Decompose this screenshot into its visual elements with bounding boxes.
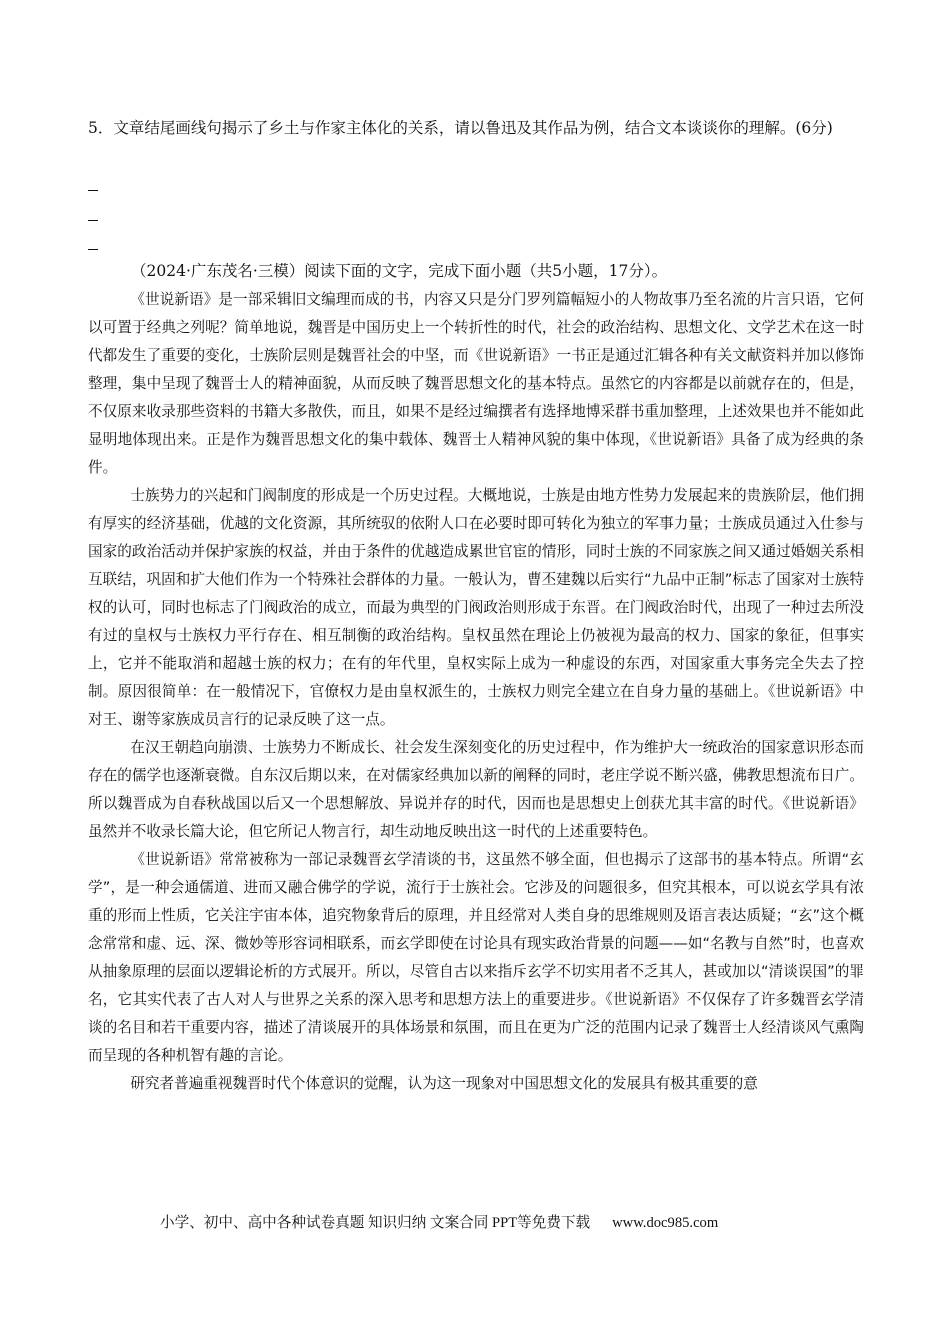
passage-paragraph: 在汉王朝趋向崩溃、士族势力不断成长、社会发生深刻变化的历史过程中，作为维护大一统政治的国家意识形态而存在的儒学也逐渐衰微。自东汉后期以来，在对儒家经典加以新的阐释的同时，老庄学说不断兴盛，佛教思想流布日广。所以魏晋成为自春秋战国以后又一个思想解放、异说并存的时代，因而也是思想史上创获尤其丰富的时代。《世说新语》虽然并不收录长篇大论，但它所记人物言行，却生动地反映出这一时代的上述重要特色。 <box>88 739 864 840</box>
reading-passage <box>88 286 864 1098</box>
passage-paragraph: 研究者普遍重视魏晋时代个体意识的觉醒，认为这一现象对中国思想文化的发展具有极其重要的意 <box>130 1075 758 1092</box>
passage-paragraph: 《世说新语》是一部采辑旧文编理而成的书，内容又只是分门罗列篇幅短小的人物故事乃至名流的片言只语，它何以可置于经典之列呢？简单地说，魏晋是中国历史上一个转折性的时代，社会的政治结构、思想文化、文学艺术在这一时代都发生了重要的变化，士族阶层则是魏晋社会的中坚，而《世说新语》一书正是通过汇辑各种有关文献资料并加以修饰整理，集中呈现了魏晋士人的精神面貌，从而反映了魏晋思想文化的基本特点。虽然它的内容都是以前就存在的，但是，不仅原来收录那些资料的书籍大多散佚，而且，如果不是经过编撰者有选择地博采群书重加整理，上述效果也并不能如此显明地体现出来。正是作为魏晋思想文化的集中载体、魏晋士人精神风貌的集中体现，《世说新语》具备了成为经典的条件。 <box>88 291 864 476</box>
page-footer <box>160 1212 860 1234</box>
answer-blank-line <box>88 220 98 221</box>
answer-blank-line <box>88 249 98 250</box>
footer-text: 小学、初中、高中各种试卷真题 知识归纳 文案合同 PPT等免费下载 <box>160 1215 591 1231</box>
passage-paragraph: 《世说新语》常常被称为一部记录魏晋玄学清谈的书，这虽然不够全面，但也揭示了这部书的基本特点。所谓“玄学”，是一种会通儒道、进而又融合佛学的学说，流行于士族社会。它涉及的问题很多，但究其根本，可以说玄学具有浓重的形而上性质，它关注宇宙本体，追究物象背后的原理，并且经常对人类自身的思维规则及语言表达质疑；“玄”这个概念常常和虚、远、深、微妙等形容词相联系，而玄学即使在讨论具有现实政治背景的问题——如“名教与自然”时，也喜欢从抽象原理的层面以逻辑论析的方式展开。所以，尽管自古以来指斥玄学不切实用者不乏其人，甚或加以“清谈误国”的罪名，它其实代表了古人对人与世界之关系的深入思考和思想方法上的重要进步。《世说新语》不仅保存了许多魏晋玄学清谈的名目和若干重要内容，描述了清谈展开的具体场景和氛围，而且在更为广泛的范围内记录了魏晋士人经清谈风气熏陶而呈现的各种机智有趣的言论。 <box>88 851 864 1064</box>
answer-blank-line <box>88 190 98 191</box>
footer-url[interactable]: www.doc985.com <box>612 1215 719 1231</box>
reading-intro: （2024·广东茂名·三模）阅读下面的文字，完成下面小题（共5小题，17分）。 <box>131 262 668 280</box>
question-5: 5．文章结尾画线句揭示了乡土与作家主体化的关系，请以鲁迅及其作品为例，结合文本谈谈你的理解。(6分) <box>88 119 833 137</box>
passage-paragraph: 士族势力的兴起和门阀制度的形成是一个历史过程。大概地说，士族是由地方性势力发展起来的贵族阶层，他们拥有厚实的经济基础，优越的文化资源，其所统驭的依附人口在必要时即可转化为独立的军事力量；士族成员通过入仕参与国家的政治活动并保护家族的权益，并由于条件的优越造成累世官宦的情形，同时士族的不同家族之间又通过婚姻关系相互联结，巩固和扩大他们作为一个特殊社会群体的力量。一般认为，曹丕建魏以后实行“九品中正制”标志了国家对士族特权的认可，同时也标志了门阀政治的成立，而最为典型的门阀政治则形成于东晋。在门阀政治时代，出现了一种过去所没有过的皇权与士族权力平行存在、相互制衡的政治结构。皇权虽然在理论上仍被视为最高的权力、国家的象征，但事实上，它并不能取消和超越士族的权力；在有的年代里，皇权实际上成为一种虚设的东西，对国家重大事务完全失去了控制。原因很简单：在一般情况下，官僚权力是由皇权派生的，士族权力则完全建立在自身力量的基础上。《世说新语》中对王、谢等家族成员言行的记录反映了这一点。 <box>88 487 864 728</box>
